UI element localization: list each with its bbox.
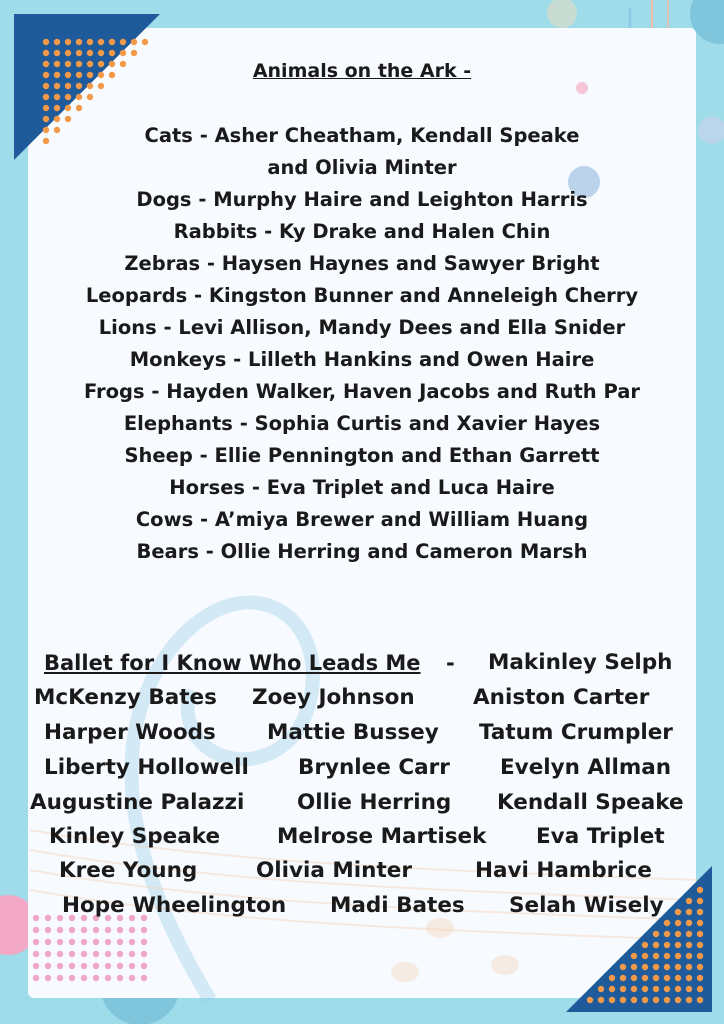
ark-line: Elephants - Sophia Curtis and Xavier Hayes [123,412,601,435]
ballet-name: Havi Hambrice [475,858,652,883]
ark-line: Cats - Asher Cheatham, Kendall Speake [144,124,580,147]
ballet-name: Kree Young [59,858,198,883]
ark-line: Sheep - Ellie Pennington and Ethan Garrett [124,444,600,467]
ark-list [0,120,724,568]
ballet-name: Makinley Selph [488,650,673,675]
ark-line: Lions - Levi Allison, Mandy Dees and Ella Snider [98,316,626,339]
ballet-name: Evelyn Allman [500,755,672,780]
ballet-name: Selah Wisely [509,893,664,918]
ark-title: Animals on the Ark - [252,60,472,82]
ballet-name: Zoey Johnson [252,685,415,710]
ballet-name: Liberty Hollowell [44,755,249,780]
ballet-name: Kinley Speake [49,824,221,849]
ballet-name: Eva Triplet [536,824,665,849]
ark-line: Zebras - Haysen Haynes and Sawyer Bright [124,252,600,275]
ballet-name: Kendall Speake [497,790,684,815]
ballet-separator: - [446,651,455,675]
ballet-name: Aniston Carter [473,685,650,710]
ark-line: Rabbits - Ky Drake and Halen Chin [173,220,551,243]
ballet-name: Tatum Crumpler [479,720,673,745]
ballet-name: Augustine Palazzi [30,790,245,815]
ark-line: Monkeys - Lilleth Hankins and Owen Haire [129,348,595,371]
ark-line: and Olivia Minter [267,156,457,179]
ballet-name: McKenzy Bates [34,685,217,710]
ark-line: Bears - Ollie Herring and Cameron Marsh [136,540,588,563]
ballet-name: Melrose Martisek [277,824,487,849]
ballet-name: Hope Wheelington [62,893,287,918]
ark-line: Leopards - Kingston Bunner and Anneleigh Cherry [85,284,639,307]
ballet-name: Harper Woods [44,720,216,745]
ballet-name: Olivia Minter [256,858,412,883]
ark-line: Frogs - Hayden Walker, Haven Jacobs and Ruth Par [83,380,641,403]
ark-line: Dogs - Murphy Haire and Leighton Harris [136,188,588,211]
ballet-name: Ollie Herring [297,790,452,815]
ballet-name: Brynlee Carr [298,755,450,780]
ark-line: Horses - Eva Triplet and Luca Haire [169,476,555,499]
ballet-name: Mattie Bussey [267,720,439,745]
ark-line: Cows - A’miya Brewer and William Huang [135,508,589,531]
ballet-title: Ballet for I Know Who Leads Me [44,651,421,675]
ballet-name: Madi Bates [330,893,465,918]
